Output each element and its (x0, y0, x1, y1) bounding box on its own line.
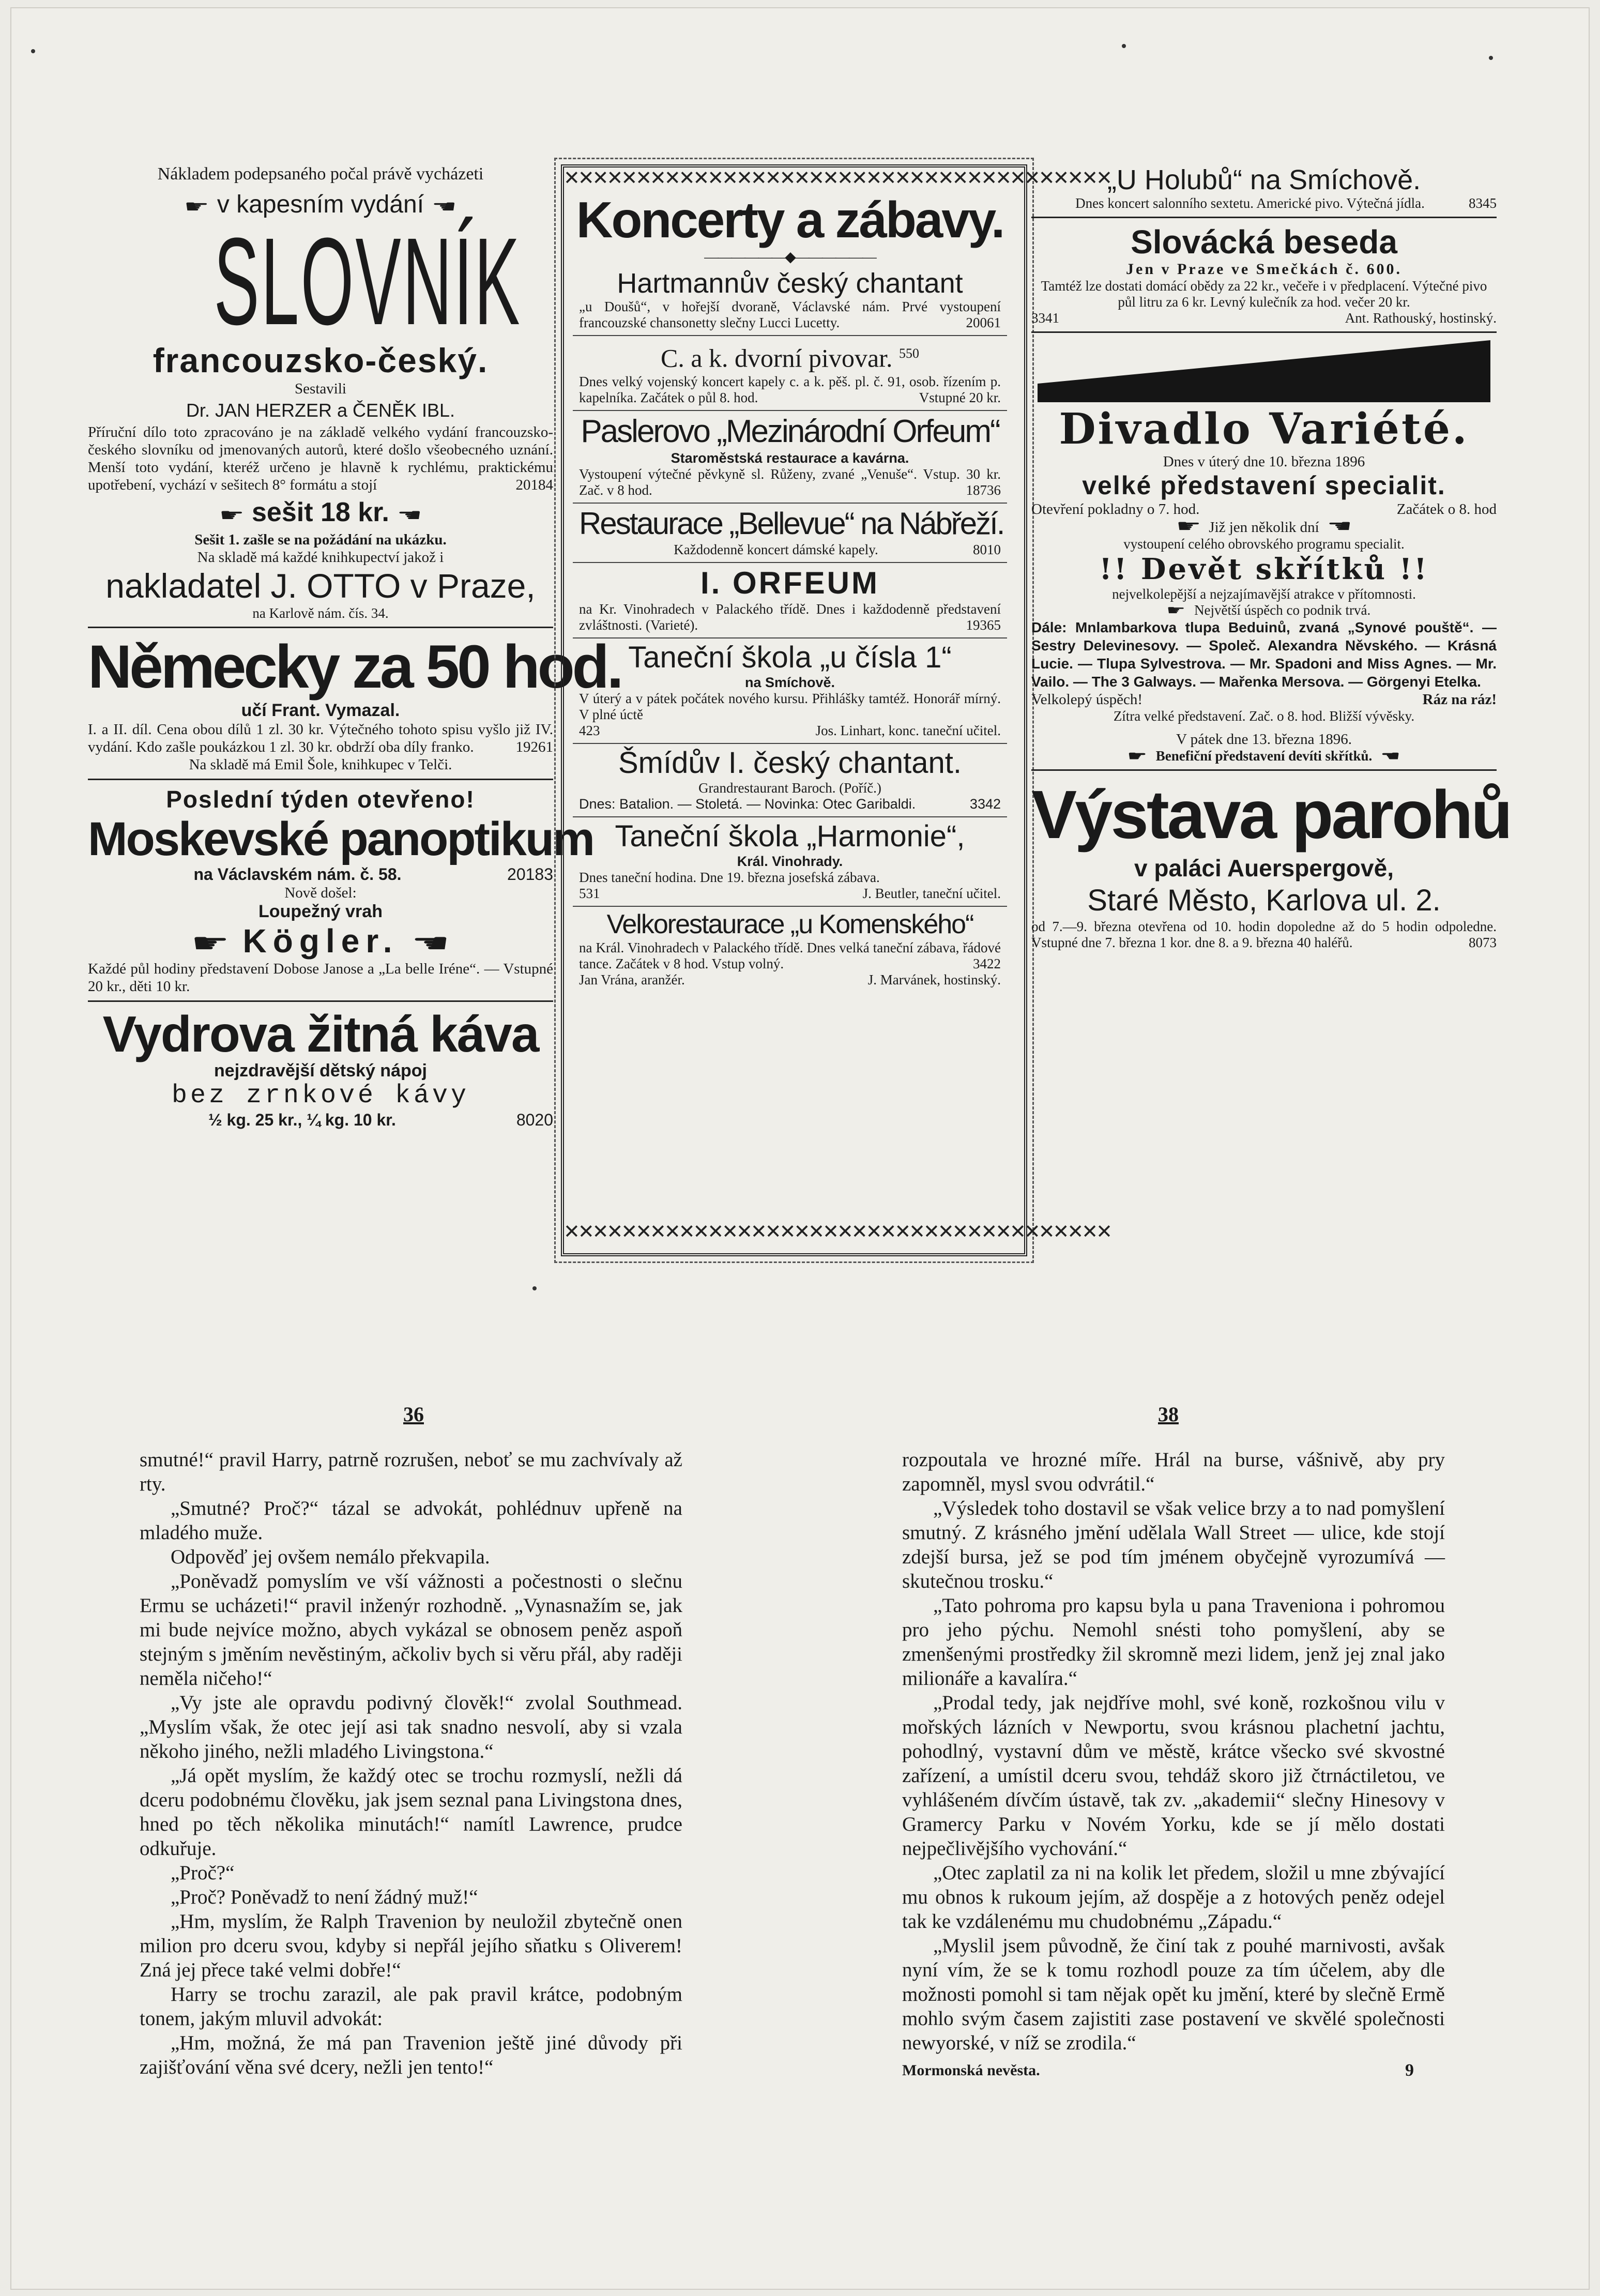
vystava-address: Staré Město, Karlova ul. 2. (1087, 884, 1441, 917)
divider (1031, 769, 1497, 771)
scan-speck (532, 1286, 537, 1290)
concert-item-text: „u Doušů“, v hořejší dvoraně, Václavské nám. Prvé vystoupení francouzské chansonetty slečny Lucci Lucetty. 20061 (579, 299, 1001, 330)
concert-item-text: na Kr. Vinohradech v Palackého třídě. Dnes i každodenně představení zvláštnosti. (Varieté). 19365 (579, 601, 1001, 633)
story-paragraph: „Otec zaplatil za ni na kolik let předem, složil u mne zbývající mu obnos k rukoum jejím, až dospěje a z hotových peněz odejel tak ke vzdálenému mu chudobnému „Západu.“ (902, 1862, 1445, 1933)
pointing-hand-icon: ☛ (397, 506, 422, 525)
pointing-hand-icon: ☛ (1327, 517, 1352, 536)
concert-item (573, 563, 1007, 638)
story-paragraph: Odpověď jej ovšem nemálo překvapila. (171, 1546, 490, 1568)
slovnik-body: Příruční dílo toto zpracováno je na základě velkého vydání francouzsko-českého slovníku od jmenovaných autorů, které došlo všeobecného uznání. Menší toto vydání, kteréž určeno je hlavně k rychlému, praktickému upotřebení, vychází v sešitech 8° formátu a stojí 20184 (88, 424, 553, 493)
divadlo-tomorrow: Zítra velké představení. Zač. o 8. hod. Bližší vývěsky. (1113, 708, 1415, 724)
slovnik-subtitle: francouzsko-český. (153, 341, 489, 379)
pointing-hand-icon: ☛ (1127, 749, 1147, 764)
story-right-column (902, 1448, 1445, 2082)
nemecky-body: I. a II. díl. Cena obou dílů 1 zl. 30 kr. Výtečného tohoto spisu vyšlo již IV. vydání. Kdo zašle poukázkou 1 zl. 30 kr. obdrží oba díly franko. 19261 (88, 721, 553, 755)
story-footer: Mormonská nevěsta. 9 (902, 2061, 1414, 2080)
vydrova-tagline: nejzdravější dětský nápoj (214, 1061, 427, 1081)
vydrova-price-line: ½ kg. 25 kr., ¼ kg. 10 kr. 8020 (208, 1111, 553, 1129)
cross-border-top: ✕✕✕✕✕✕✕✕✕✕✕✕✕✕✕✕✕✕✕✕✕✕✕✕✕✕✕✕✕✕✕✕✕✕✕✕✕✕ (563, 166, 1110, 189)
story-paragraph: „Proč?“ (171, 1862, 235, 1884)
concert-item-subtitle: Král. Vinohrady. (737, 853, 843, 869)
vystava-text: od 7.—9. března otevřena od 10. hodin dopoledne až do 5 hodin odpoledne. Vstupné dne 7. března 1 kor. dne 8. a 9. března 40 haléřů. 8073 (1031, 919, 1497, 950)
story-left-page-number: 36 (403, 1403, 424, 1426)
concert-item (573, 907, 1007, 990)
pointing-hand-icon: ☛ (191, 929, 240, 959)
divadlo-lineup: Dále: Mnlambarkova tlupa Beduinů, zvaná „Synové pouště“. — Sestry Delevinesovy. — Společ. Alexandra Něvského. — Krásná Lucie. — Tlupa Sylvestrova. — Mr. Spadoni and Miss Agnes. — Mr. Vailo. — The 3 Galways. — Mařenka Mersova. — Görgenyi Etelka. (1031, 619, 1497, 690)
divider (88, 627, 553, 628)
story-paragraph: „Vy jste ale opravdu podivný člověk!“ zvolal Southmead. „Myslím však, že otec její asi tak snadno nesvolí, aby si vzala někoho jiného, nežli mladého Livingstona.“ (140, 1692, 682, 1762)
pointing-hand-icon: ☛ (431, 197, 457, 217)
slovnik-authors: Dr. JAN HERZER a ČENĚK IBL. (186, 400, 455, 421)
scan-speck (1489, 56, 1493, 60)
concert-item-sign-line: Jan Vrána, aranžér. J. Marvánek, hostinský. (579, 971, 1001, 987)
slovnik-edition-line: ☛ v kapesním vydání ☛ (184, 191, 457, 218)
concert-item-text: Dnes velký vojenský koncert kapely c. a k. pěš. pl. č. 91, osob. řízením p. kapelníka. Začátek o půl 8. hod. Vstupné 20 kr. (579, 373, 1001, 405)
concert-item-text: Vystoupení výtečné pěvkyně sl. Růženy, zvané „Venuše“. Vstup. 30 kr. Zač. v 8 hod. 18736 (579, 466, 1001, 498)
divadlo-benefit-line: ☛ Benefiční představení devíti skřítků. ☛ (1127, 748, 1400, 764)
slovacka-text: Tamtéž lze dostati domácí obědy za 22 kr., večeře i v předplacení. Výtečné pivo půl litru za 6 kr. Levný kulečník za hod. večer 20 kr. (1041, 278, 1487, 310)
divider (1031, 217, 1497, 218)
concert-item (573, 744, 1007, 817)
holub-text: Dnes koncert salonního sextetu. Americké pivo. Výtečná jídla. 8345 (1075, 195, 1497, 211)
vystava-title: Výstava parohů (1031, 777, 1511, 853)
divadlo-nine-desc: nejvelkolepější a nejzajímavější atrakce v přítomnosti. (1112, 586, 1416, 602)
slovnik-publisher: nakladatel J. OTTO v Praze, (105, 567, 536, 605)
concert-item (573, 504, 1007, 563)
slovnik-title: SLOVNÍK (214, 212, 522, 351)
scan-speck (31, 49, 35, 53)
left-ads-column (88, 164, 621, 1130)
story-paragraph: „Smutné? Proč?“ tázal se advokát, pohlédnuv upřeně na mladého muže. (140, 1497, 682, 1544)
holub-title: „U Holubů“ na Smíchově. (1107, 164, 1421, 195)
divadlo-friday: V pátek dne 13. března 1896. (1176, 731, 1352, 748)
pointing-hand-icon: ☛ (1381, 749, 1400, 764)
divadlo-program: vystoupení celého obrovského programu specialit. (1123, 536, 1405, 552)
pointing-hand-icon: ☛ (219, 506, 245, 525)
vystava-place: v paláci Auerspergově, (1134, 855, 1394, 881)
story-paragraph: Harry se trochu zarazil, ale pak pravil krátce, podobným tonem, jakým mluvil advokát: (140, 1983, 682, 2030)
concert-item-subtitle: Staroměstská restaurace a kavárna. (671, 450, 909, 466)
concert-item-title: Velkorestaurace „u Komenského“ (606, 909, 973, 939)
story-paragraph: „Poněvadž pomyslím ve vší vážnosti a počestnosti o slečnu Ermu se ucházeti!“ pravil inženýr rozhodně. „Vynasnažím se, jak mi bude nejvíce možno, abych vykázal se obnosem peněz aspoň stejným s jměním nevěstiným, ačkoliv bych si věru přál, aby raději neměla ničeho!“ (140, 1570, 682, 1690)
panoptikum-body: Každé půl hodiny představení Dobose Janose a „La belle Iréne“. — Vstupné 20 kr., děti 10 kr. (88, 961, 553, 995)
slovacka-sign-line: 3341 Ant. Rathouský, hostinský. (1031, 310, 1497, 326)
nemecky-stock: Na skladě má Emil Šole, knihkupec v Telči. (189, 756, 452, 773)
concert-item-text: Dnes taneční hodina. Dne 19. března josefská zábava. (579, 869, 880, 885)
divadlo-few-days-line: ☛ Již jen několik dní ☛ (1176, 517, 1352, 536)
divadlo-success-line: ☛ Největší úspěch co podnik trvá. (1166, 602, 1371, 618)
concert-item-subtitle: Grandrestaurant Baroch. (Poříč.) (698, 780, 881, 796)
story-paragraph: „Proč? Poněvadž to není žádný muž!“ (171, 1886, 478, 1908)
vydrova-tagline2: bez zrnkové kávy (171, 1081, 470, 1111)
nemecky-title: Německy za 50 hod. (88, 633, 621, 701)
concert-item (573, 638, 1007, 744)
concert-item (573, 266, 1007, 336)
pointing-hand-icon: ☛ (401, 929, 450, 959)
pointing-hand-icon: ☛ (1176, 517, 1201, 536)
concert-item-sign-line: 423 Jos. Linhart, konc. taneční učitel. (579, 722, 1001, 738)
panoptikum-robber-label: Loupežný vrah (258, 902, 383, 921)
panoptikum-new-arrival: Nově došel: (284, 885, 357, 901)
panoptikum-notice: Poslední týden otevřeno! (166, 786, 475, 813)
slovnik-sample: Sešit 1. zašle se na požádání na ukázku. (194, 531, 447, 548)
slovnik-stock: Na skladě má každé knihkupectví jakož i (197, 549, 444, 566)
story-paragraph: smutné!“ pravil Harry, patrně rozrušen, neboť se mu zachvívaly až rty. (140, 1449, 682, 1495)
concert-item-sign-line: 531 J. Beutler, taneční učitel. (579, 885, 1001, 901)
decorative-banner (1038, 340, 1490, 402)
slovnik-compiled-label: Sestavili (295, 381, 346, 397)
slovacka-title: Slovácká beseda (1131, 223, 1397, 261)
divadlo-nine: !! Devět skřítků !! (1099, 552, 1429, 586)
scan-speck (1122, 44, 1126, 48)
story-paragraph: „Výsledek toho dostavil se však velice brzy a to nad pomyšlení smutný. Z krásného jmění udělala Wall Street — ulice, kde stojí zdejší bursa, jež se pod tím jménem obyčejně vyrozumívá — skutečnou trosku.“ (902, 1497, 1445, 1592)
pointing-hand-icon: ☛ (1166, 603, 1186, 618)
ornament-rule: ——————◆—————— (704, 249, 876, 265)
slovnik-title-wrap (88, 212, 553, 351)
divadlo-title: Divadlo Variété. (1059, 404, 1469, 454)
right-ads-column (1031, 164, 1511, 951)
story-paragraph: „Hm, možná, že má pan Travenion ještě jiné důvody při zajišťování věna své dcery, nežli jen tento!“ (140, 2032, 682, 2078)
cross-border-bottom: ✕✕✕✕✕✕✕✕✕✕✕✕✕✕✕✕✕✕✕✕✕✕✕✕✕✕✕✕✕✕✕✕✕✕✕✕✕✕ (563, 1220, 1110, 1243)
concert-item-subtitle: na Smíchově. (744, 674, 835, 690)
divadlo-times: Otevření pokladny o 7. hod. Začátek o 8. hod (1031, 501, 1497, 518)
pointing-hand-icon: ☛ (184, 197, 210, 217)
story-paragraph: „Já opět myslím, že každý otec se trochu rozmyslí, nežli dá dceru podobnému člověku, jak jsem seznal pana Livingstona dnes, hned po těch několika minutách!“ namítl Lawrence, prudce odkuřuje. (140, 1765, 682, 1860)
divider (88, 779, 553, 780)
story-paragraph: rozpoutala ve hrozné míře. Hrál na burse, vášnivě, aby pry zapomněl, mysl svou odvrátil.“ (902, 1449, 1445, 1495)
divadlo-date: Dnes v úterý dne 10. března 1896 (1163, 453, 1365, 470)
concert-item-title: Restaurace „Bellevue“ na Nábřeží. (579, 506, 1004, 541)
concerts-column (573, 191, 1007, 990)
concert-item-title: Hartmannův český chantant (617, 268, 963, 299)
divadlo-headline: velké představení specialit. (1082, 471, 1446, 500)
concert-item (573, 336, 1007, 411)
slovacka-subtitle: Jen v Praze ve Smečkách č. 600. (1126, 261, 1402, 278)
concert-item-title-line: C. a k. dvorní pivovar. $^{550}$ (660, 343, 920, 373)
panoptikum-title: Moskevské panoptikum (88, 813, 593, 865)
concert-item-title: Taneční škola „Harmonie“, (615, 819, 965, 853)
story-paragraph: „Hm, myslím, že Ralph Travenion by neuložil zbytečně onen milion pro dceru svou, kdyby si nepřál jejího sňatku s Oliverem! Zná jej přece také velmi dobře!“ (140, 1910, 682, 1981)
divadlo-applause-line: Velkolepý úspěch! Ráz na ráz! (1031, 691, 1497, 708)
concert-item (573, 411, 1007, 504)
story-paragraph: „Tato pohroma pro kapsu byla u pana Travenionа i pohromou pro jeho pýchu. Nemohl snésti toho pomyšlení, aby se zmenšenými prostředky žil skromně mezi lidem, jenž jej znal jako milionáře a kavalíra.“ (902, 1594, 1445, 1690)
vydrova-title: Vydrova žitná káva (102, 1006, 539, 1062)
slovnik-address: na Karlově nám. čís. 34. (252, 605, 389, 621)
panoptikum-robber-line: ☛ Kögler. ☛ (191, 922, 450, 960)
concert-item-text: Každodenně koncert dámské kapely. 8010 (674, 541, 1001, 557)
slovnik-price-line: ☛ sešit 18 kr. ☛ (219, 497, 422, 527)
story-left-column (140, 1448, 682, 2079)
nemecky-teacher: učí Frant. Vymazal. (241, 701, 400, 720)
concert-item-text: V úterý a v pátek počátek nového kursu. Přihlášky tamtéž. Honorář mírný. V plné úctě (579, 690, 1001, 722)
concert-item-title: Paslerovo „Mezinárodní Orfeum“ (581, 413, 999, 449)
divider (1031, 331, 1497, 333)
story-paragraph: „Prodal tedy, jak nejdříve mohl, své koně, rozkošnou vilu v mořských lázních v Newportu, svou krásnou plachetní jachtu, pohodlný, vystavní dům ve městě, krátce všecko své skvostné zařízení, a umístil dceru svou, tehdáž skoro již čtrnáctiletou, ve vyhlášeném dívčím ústavě, tak zv. „akademii“ slečny Hinesovy v Gramercy Parku v Novém Yorku, kde se jí mělo dostati nejpečlivějšího vychování.“ (902, 1692, 1445, 1860)
slovnik-intro: Nákladem podepsaného počal právě vycházeti (157, 164, 484, 184)
concert-item-text: na Král. Vinohradech v Palackého třídě. Dnes velká taneční zábava, řádové tance. Začátek v 8 hod. Vstup volný. 3422 (579, 939, 1001, 971)
panoptikum-address-line: na Václavském nám. č. 58. 20183 (193, 865, 553, 884)
concerts-header: Koncerty a zábavy. (576, 191, 1004, 248)
story-paragraph: „Myslil jsem původně, že činí tak z pouhé marnivosti, avšak nyní vím, že se k tomu rozhodl pouze za tím účelem, aby dle možnosti pomohl si tam nějak opět ku jmění, které by slečně Ermě mohlo svým časem zajistiti zase postavení ve skvělé společnosti newyorské, v níž se zrodila.“ (902, 1935, 1445, 2054)
concert-item (573, 817, 1007, 907)
concert-item-title: Taneční škola „u čísla 1“ (628, 640, 952, 674)
concert-item-title: Šmídův I. český chantant. (618, 746, 962, 780)
concert-item-text: Dnes: Batalion. — Stoletá. — Novinka: Otec Garibaldi. 3342 (579, 796, 1001, 812)
concert-item-title: I. ORFEUM (700, 565, 879, 600)
divider (88, 1000, 553, 1002)
story-right-page-number: 38 (1158, 1403, 1179, 1426)
